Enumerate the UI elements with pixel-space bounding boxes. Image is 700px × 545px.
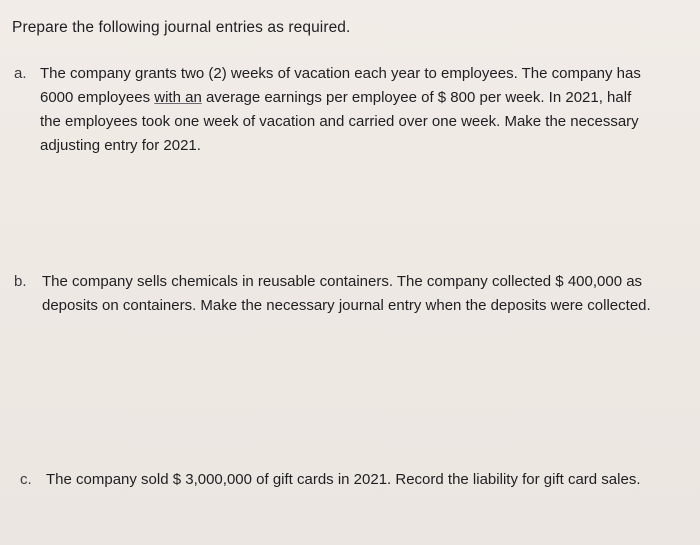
question-a-line-2-start: 6000 [40, 89, 78, 106]
question-b-line-1: The company sells chemicals in reusable containers. The company collected $ 400,000 as [42, 273, 643, 290]
question-a-line-2-employees: employees [77, 89, 155, 106]
question-a-line-2 [40, 86, 680, 110]
question-b-text [42, 270, 688, 318]
question-c-marker: c. [20, 471, 32, 488]
question-c-line-1: The company sold $ 3,000,000 of gift cards in 2021. Record the liability for gift card sales. [46, 471, 641, 488]
question-a-marker: a. [14, 65, 27, 82]
question-a-line-2-end: average earnings per employee of $ 800 per week. In 2021, half [201, 89, 632, 106]
question-b-marker: b. [14, 273, 27, 290]
question-a-line-4: adjusting entry for 2021. [40, 137, 201, 154]
question-a-underlined-text: with an [154, 89, 202, 106]
instructions-heading: Prepare the following journal entries as required. [12, 19, 351, 36]
question-c-text [46, 468, 686, 492]
question-b-line-2: deposits on containers. Make the necessary journal entry when the deposits were collected. [42, 297, 651, 314]
question-a-line-3: the employees took one week of vacation and carried over one week. Make the necessary [40, 113, 639, 130]
question-a-text [40, 62, 680, 158]
question-a-line-1: The company grants two (2) weeks of vacation each year to employees. The company has [40, 65, 641, 82]
